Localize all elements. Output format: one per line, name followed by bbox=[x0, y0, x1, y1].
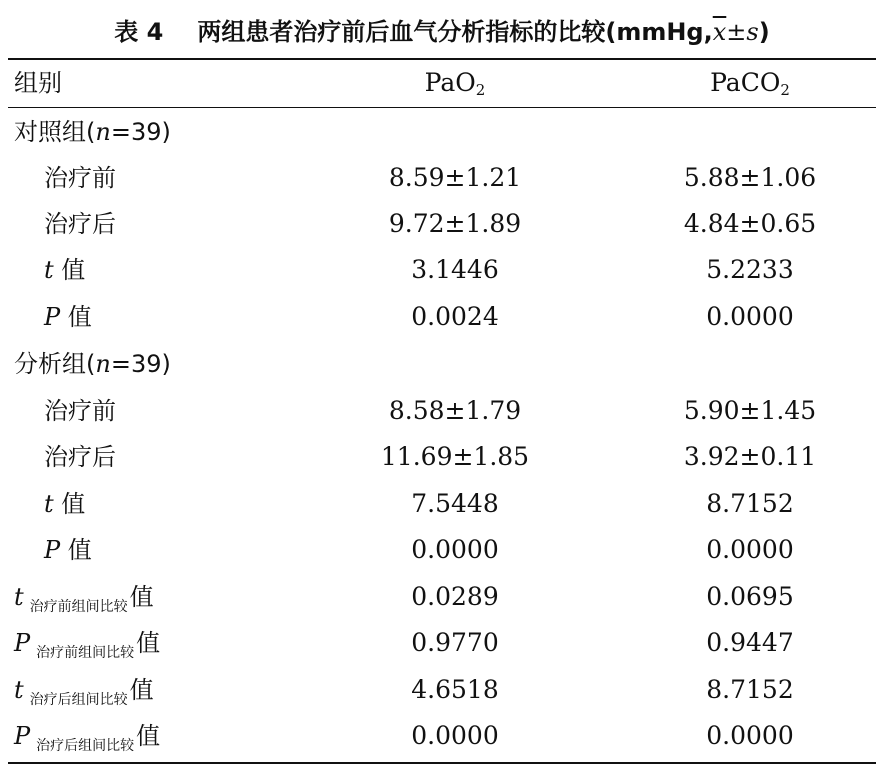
row-label: 治疗后 bbox=[44, 443, 116, 471]
table-row bbox=[0, 574, 884, 620]
paco2-value: 0.9447 bbox=[706, 628, 794, 657]
pao2-value: 8.59±1.21 bbox=[388, 163, 522, 192]
group-row-analysis bbox=[0, 341, 884, 387]
header-rule bbox=[8, 107, 876, 108]
paco2-value: 0.0000 bbox=[706, 535, 794, 564]
header-paco2: PaCO$_2$ bbox=[710, 68, 790, 99]
row-label: P 值 bbox=[44, 303, 92, 331]
title-close: ) bbox=[758, 18, 770, 46]
pao2-value: 0.0000 bbox=[411, 721, 499, 750]
sd-symbol: ±s bbox=[726, 18, 759, 46]
table-row bbox=[0, 294, 884, 340]
table-row bbox=[0, 527, 884, 573]
row-label: t 值 bbox=[44, 490, 86, 518]
pao2-value: 8.58±1.79 bbox=[388, 396, 522, 425]
header-row bbox=[0, 60, 884, 106]
table-row bbox=[0, 201, 884, 247]
pao2-value: 0.9770 bbox=[411, 628, 499, 657]
table-number: 表 4 bbox=[114, 18, 164, 46]
pao2-value: 3.1446 bbox=[411, 255, 499, 284]
header-pao2: PaO$_2$ bbox=[424, 68, 486, 99]
table-row bbox=[0, 434, 884, 480]
paco2-value: 4.84±0.65 bbox=[683, 209, 817, 238]
pao2-value: 0.0289 bbox=[411, 582, 499, 611]
row-label: 治疗前 bbox=[44, 397, 116, 425]
row-label: P $_{治疗前组间比较}$值 bbox=[14, 629, 161, 661]
row-label: t 值 bbox=[44, 256, 86, 284]
group-label-analysis: 分析组(n=39) bbox=[14, 350, 171, 378]
table-row bbox=[0, 713, 884, 759]
pao2-value: 4.6518 bbox=[411, 675, 499, 704]
table-row bbox=[0, 620, 884, 666]
row-label: 治疗前 bbox=[44, 164, 116, 192]
paco2-value: 8.7152 bbox=[706, 675, 794, 704]
pao2-value: 0.0000 bbox=[411, 535, 499, 564]
pao2-value: 9.72±1.89 bbox=[388, 209, 522, 238]
paco2-value: 5.2233 bbox=[706, 255, 794, 284]
table-row bbox=[0, 388, 884, 434]
table-row bbox=[0, 481, 884, 527]
bottom-rule bbox=[8, 762, 876, 764]
paco2-value: 5.90±1.45 bbox=[683, 396, 817, 425]
row-label: t $_{治疗前组间比较}$值 bbox=[14, 583, 154, 615]
pao2-value: 11.69±1.85 bbox=[380, 442, 530, 471]
paco2-value: 0.0695 bbox=[706, 582, 794, 611]
table-row bbox=[0, 247, 884, 293]
paco2-value: 3.92±0.11 bbox=[683, 442, 817, 471]
pao2-value: 0.0024 bbox=[411, 302, 499, 331]
table-title bbox=[0, 12, 884, 47]
table-row bbox=[0, 667, 884, 713]
row-label: P $_{治疗后组间比较}$值 bbox=[14, 722, 161, 754]
paco2-value: 8.7152 bbox=[706, 489, 794, 518]
pao2-value: 7.5448 bbox=[411, 489, 499, 518]
paco2-value: 5.88±1.06 bbox=[683, 163, 817, 192]
header-group: 组别 bbox=[14, 69, 62, 97]
group-label-control: 对照组(n=39) bbox=[14, 118, 171, 146]
row-label: 治疗后 bbox=[44, 210, 116, 238]
paco2-value: 0.0000 bbox=[706, 302, 794, 331]
group-row-control bbox=[0, 109, 884, 155]
table-row bbox=[0, 155, 884, 201]
table-caption: 两组患者治疗前后血气分析指标的比较(mmHg, bbox=[197, 18, 713, 46]
row-label: P 值 bbox=[44, 536, 92, 564]
paco2-value: 0.0000 bbox=[706, 721, 794, 750]
row-label: t $_{治疗后组间比较}$值 bbox=[14, 676, 154, 708]
mean-symbol: $\overline{x}$ bbox=[712, 18, 727, 46]
